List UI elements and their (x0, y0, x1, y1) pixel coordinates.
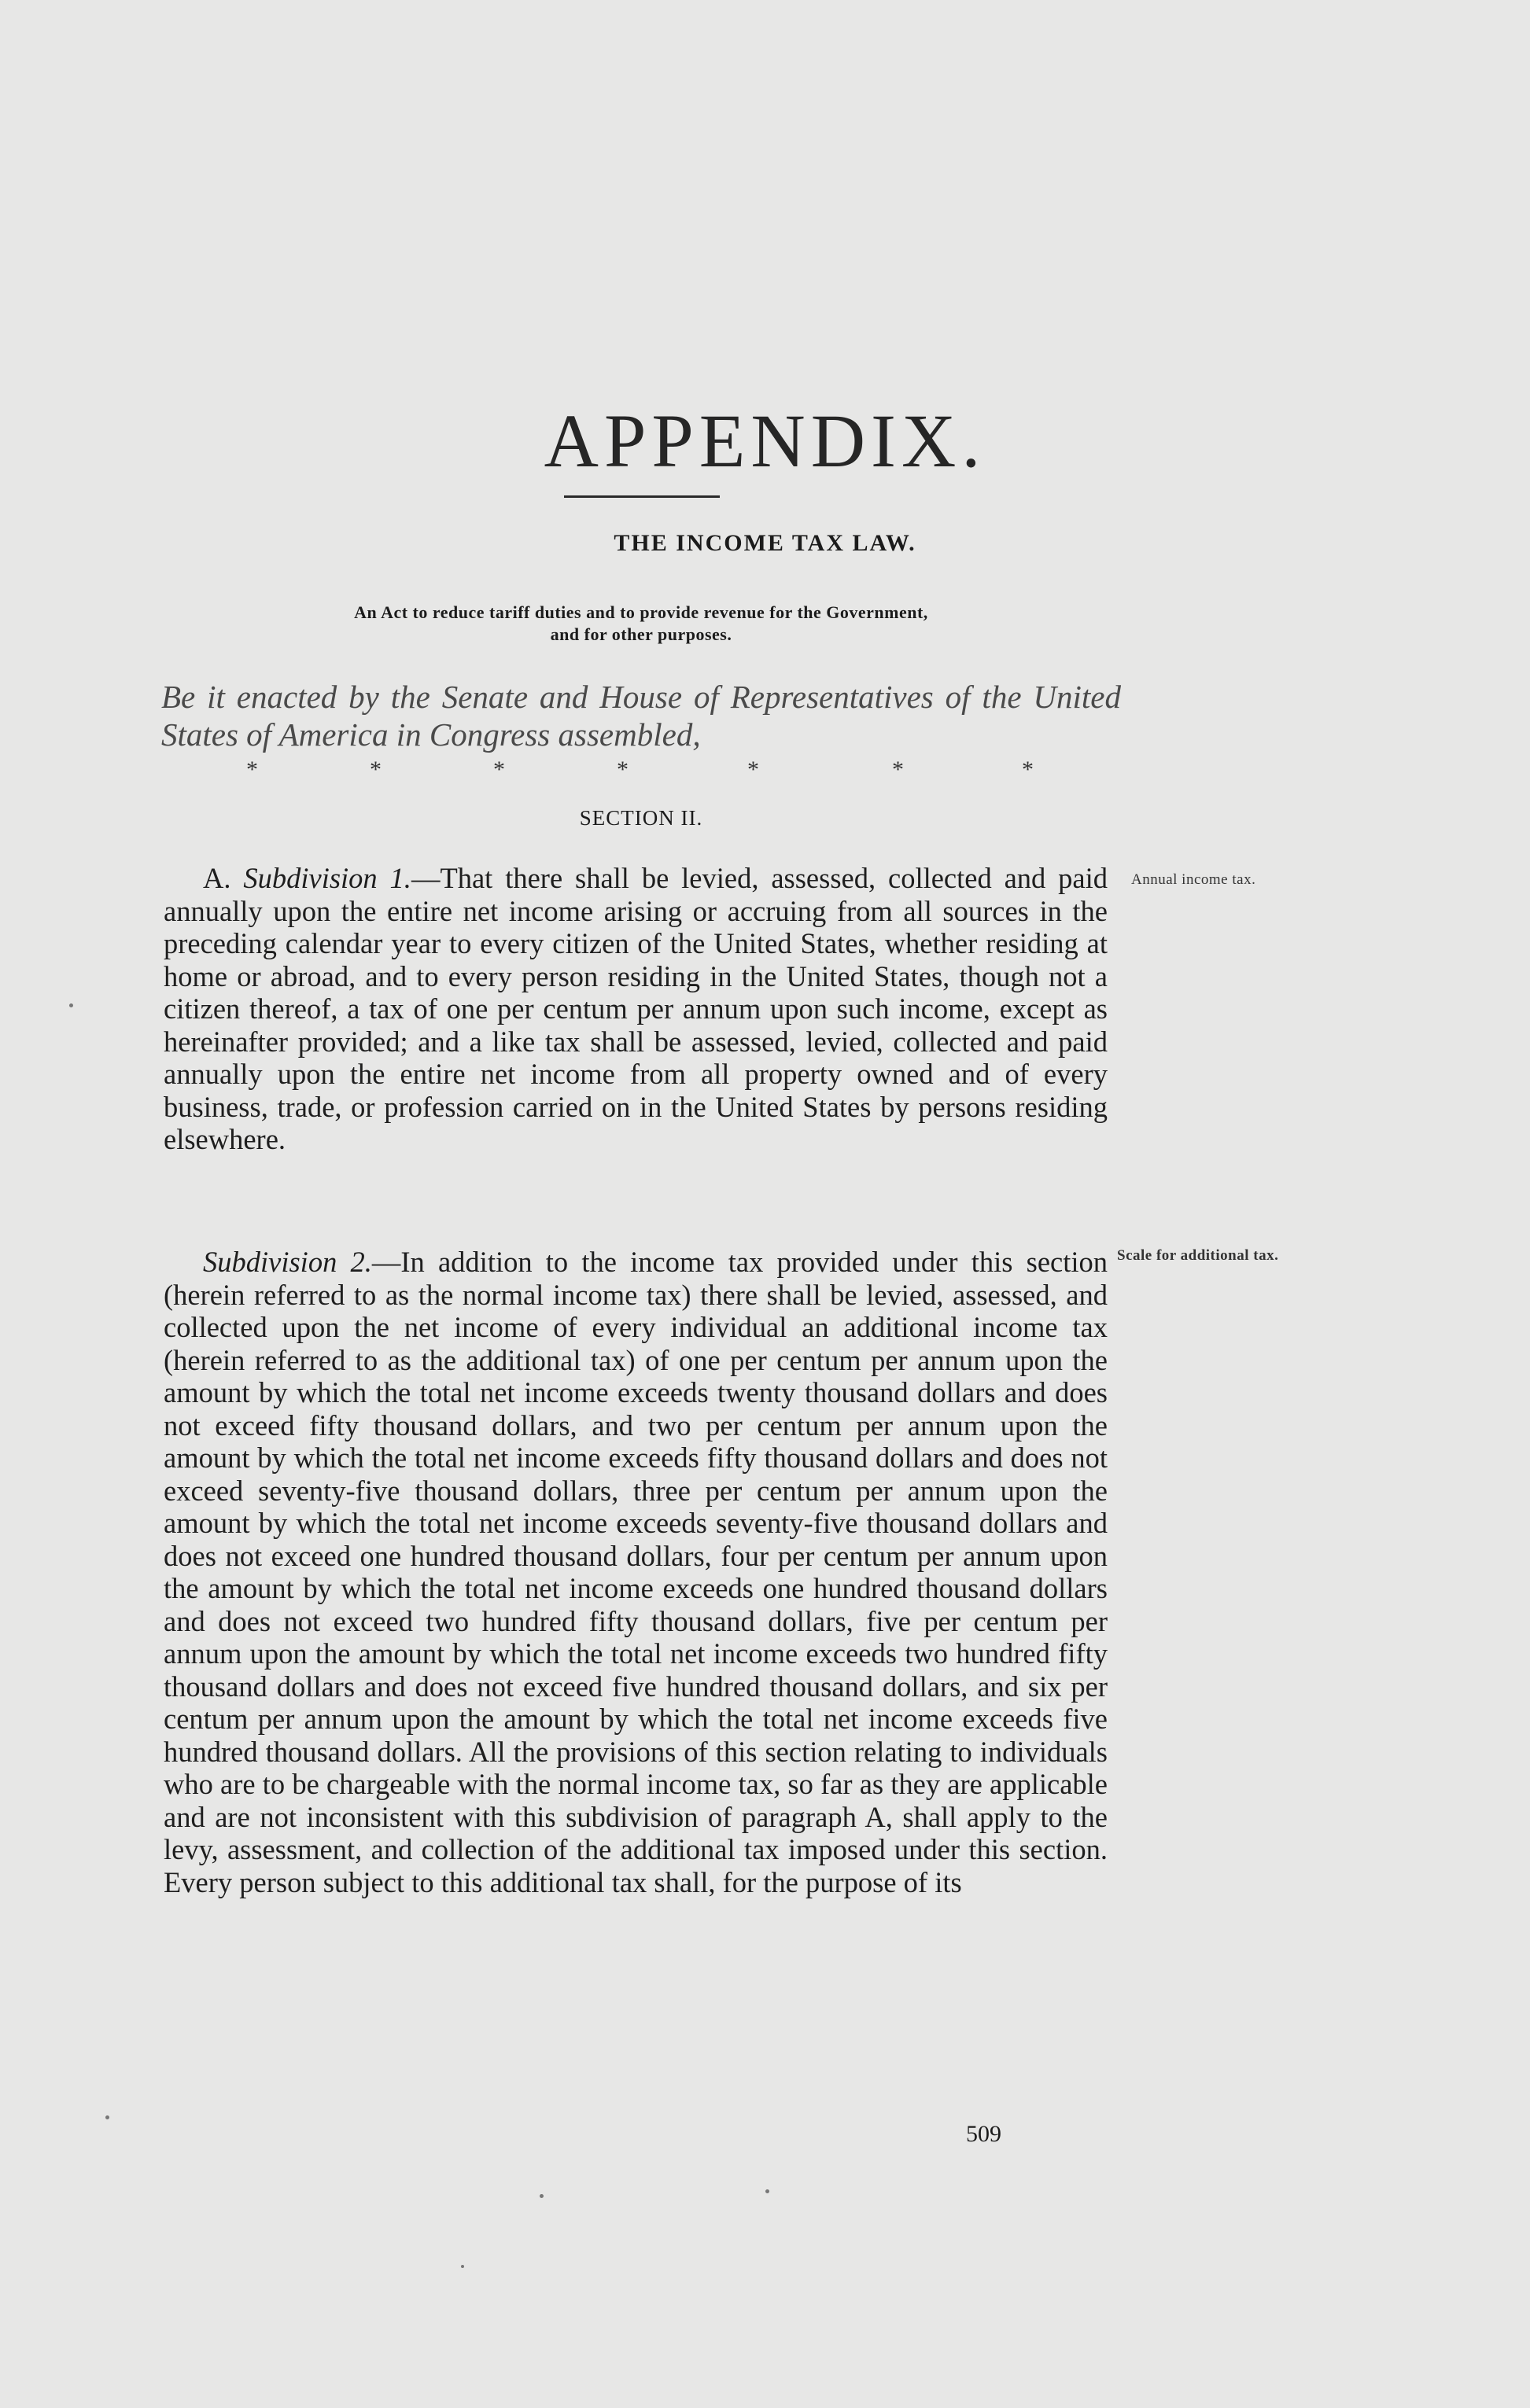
subdivision-label: Subdivision 2. (203, 1246, 372, 1278)
page-number: 509 (966, 2121, 1001, 2147)
subdivision-1-paragraph (164, 862, 1108, 1156)
title-rule (564, 495, 720, 498)
law-title: THE INCOME TAX LAW. (614, 530, 916, 556)
section-heading: SECTION II. (579, 806, 703, 830)
margin-note-scale-additional-tax: Scale for additional tax. (1117, 1247, 1279, 1264)
star-3: * (493, 757, 505, 782)
paper-speck (69, 1003, 73, 1007)
page-title: APPENDIX. (544, 399, 986, 483)
enacting-clause: Be it enacted by the Senate and House of Representatives of the United States of America in Congress assembled, (161, 679, 1121, 753)
star-5: * (747, 757, 759, 782)
paragraph-text: —In addition to the income tax provided under this section (herein referred to as the normal income tax) there shall be levied, assessed, and collected upon the net income of every individual an additional income tax (herein referred to as the additional tax) of one per centum per annum upon the amount by which the total net income exceeds twenty thousand dollars and does not exceed fifty thousand dollars, and two per centum per annum upon the amount by which the total net income exceeds fifty thousand dollars and does not exceed seventy-five thousand dollars, three per centum per annum upon the amount by which the total net income exceeds seventy-five thousand dollars and does not exceed one hundred thousand dollars, four per centum per annum upon the amount by which the total net income exceeds one hundred thousand dollars and does not exceed two hundred fifty thousand dollars, five per centum per annum upon the amount by which the total net income exceeds two hundred fifty thousand dollars and does not exceed five hundred thousand dollars, and six per centum per annum upon the amount by which the total net income exceeds five hundred thousand dollars. All the provisions of this section relating to individuals who are to be chargeable with the normal income tax, so far as they are applicable and are not inconsistent with this subdivision of paragraph A, shall apply to the levy, assessment, and collection of the additional tax imposed under this section. Every person subject to this additional tax shall, for the purpose of its (164, 1246, 1108, 1898)
act-description (157, 602, 1125, 646)
star-2: * (370, 757, 382, 782)
star-6: * (892, 757, 904, 782)
paper-speck (461, 2265, 464, 2268)
paper-speck (540, 2194, 544, 2198)
subdivision-2-paragraph (164, 1246, 1108, 1898)
paragraph-text: —That there shall be levied, assessed, collected and paid annually upon the entire net income arising or accruing from all sources in the preceding calendar year to every citizen of the United States, whether residing at home or abroad, and to every person residing in the United States, though not a citizen thereof, a tax of one per centum per annum upon such income, except as hereinafter provided; and a like tax shall be assessed, levied, collected and paid annually upon the entire net income from all property owned and of every business, trade, or profession carried on in the United States by persons residing elsewhere. (164, 862, 1108, 1155)
subdivision-label: Subdivision 1. (243, 862, 411, 894)
paper-speck (105, 2115, 109, 2119)
star-1: * (246, 757, 258, 782)
paragraph-lead: A. (203, 862, 231, 894)
paper-speck (765, 2189, 769, 2193)
star-4: * (617, 757, 629, 782)
act-line-2: and for other purposes. (550, 624, 732, 644)
margin-note-annual-income-tax: Annual income tax. (1131, 871, 1256, 888)
star-7: * (1022, 757, 1034, 782)
act-line-1: An Act to reduce tariff duties and to provide revenue for the Government, (354, 602, 928, 622)
